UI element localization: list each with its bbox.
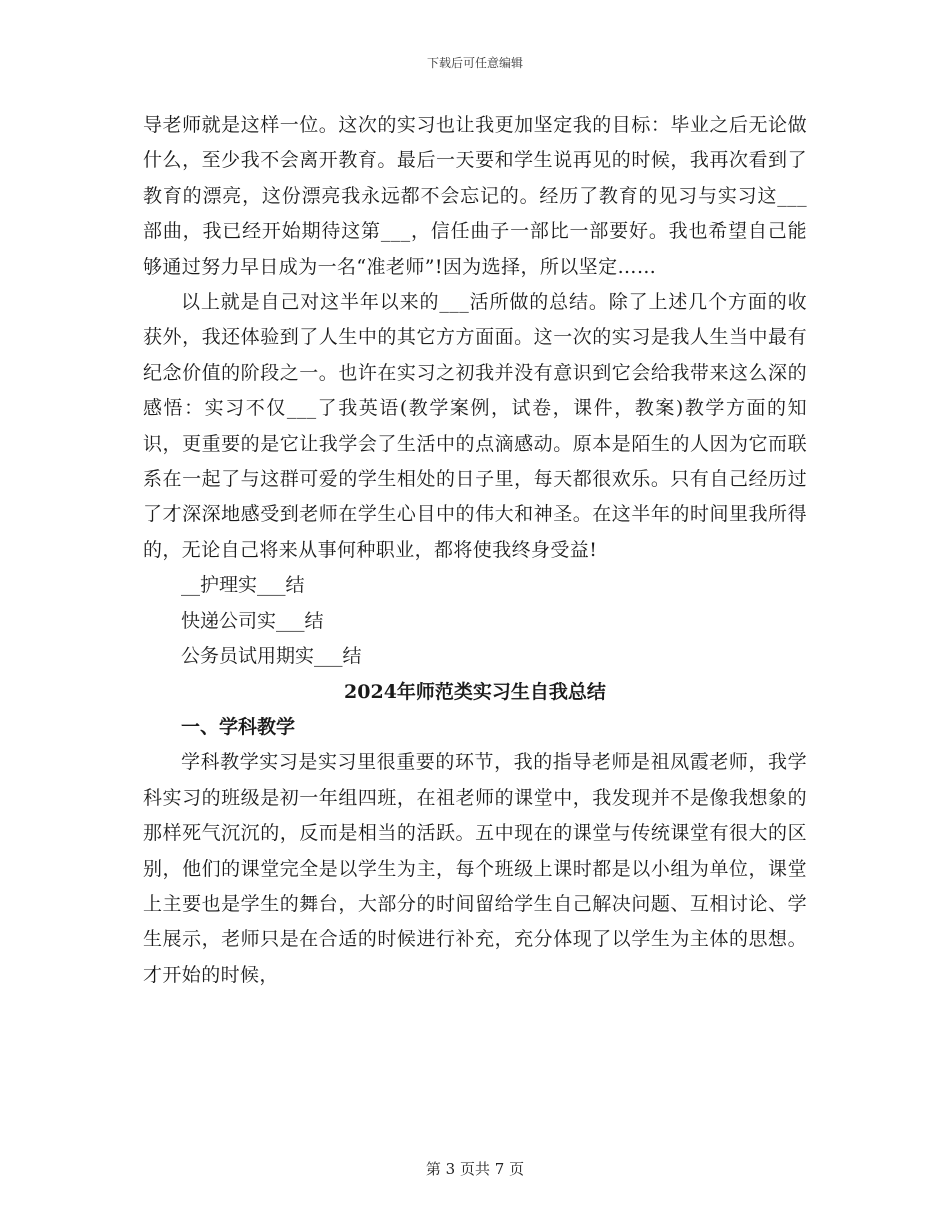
paragraph-2: 以上就是自己对这半年以来的___活所做的总结。除了上述几个方面的收获外，我还体验到了人生中的其它方方面面。这一次的实习是我人生当中最有纪念价值的阶段之一。也许在实习之初我并没有意识到它会给我带来这么深的感悟：实习不仅___了我英语(教学案例，试卷，课件，教案)教学方面的知识，更重要的是它让我学会了生活中的点滴感动。原本是陌生的人因为它而联系在一起了与这群可爱的学生相处的日子里，每天都很欢乐。只有自己经历过了才深深地感受到老师在学生心目中的伟大和神圣。在这半年的时间里我所得的，无论自己将来从事何种职业，都将使我终身受益! [143,291,807,561]
document-body [143,108,807,993]
paragraph-1: 导老师就是这样一位。这次的实习也让我更加坚定我的目标：毕业之后无论做什么，至少我不会离开教育。最后一天要和学生说再见的时候，我再次看到了教育的漂亮，这份漂亮我永远都不会忘记的。经历了教育的见习与实习这___部曲，我已经开始期待这第___，信任曲子一部比一部要好。我也希望自己能够通过努力早日成为一名“准老师”!因为选择，所以坚定…… [143,114,807,278]
related-link-2[interactable]: 快递公司实___结 [181,609,324,632]
related-link-3[interactable]: 公务员试用期实___结 [181,645,362,668]
section-heading: 一、学科教学 [181,715,296,738]
header-note: 下载后可任意编辑 [426,56,523,70]
page-number: 第 3 页共 7 页 [425,1160,525,1178]
related-link-1[interactable]: __护理实___结 [181,574,305,597]
document-title: 2024年师范类实习生自我总结 [344,680,606,703]
paragraph-3: 学科教学实习是实习里很重要的环节，我的指导老师是祖凤霞老师，我学科实习的班级是初一年组四班，在祖老师的课堂中，我发现并不是像我想象的那样死气沉沉的，反而是相当的活跃。五中现在的课堂与传统课堂有很大的区别，他们的课堂完全是以学生为主，每个班级上课时都是以小组为单位，课堂上主要也是学生的舞台，大部分的时间留给学生自己解决问题、互相讨论、学生展示，老师只是在合适的时候进行补充，充分体现了以学生为主体的思想。才开始的时候， [143,751,807,986]
